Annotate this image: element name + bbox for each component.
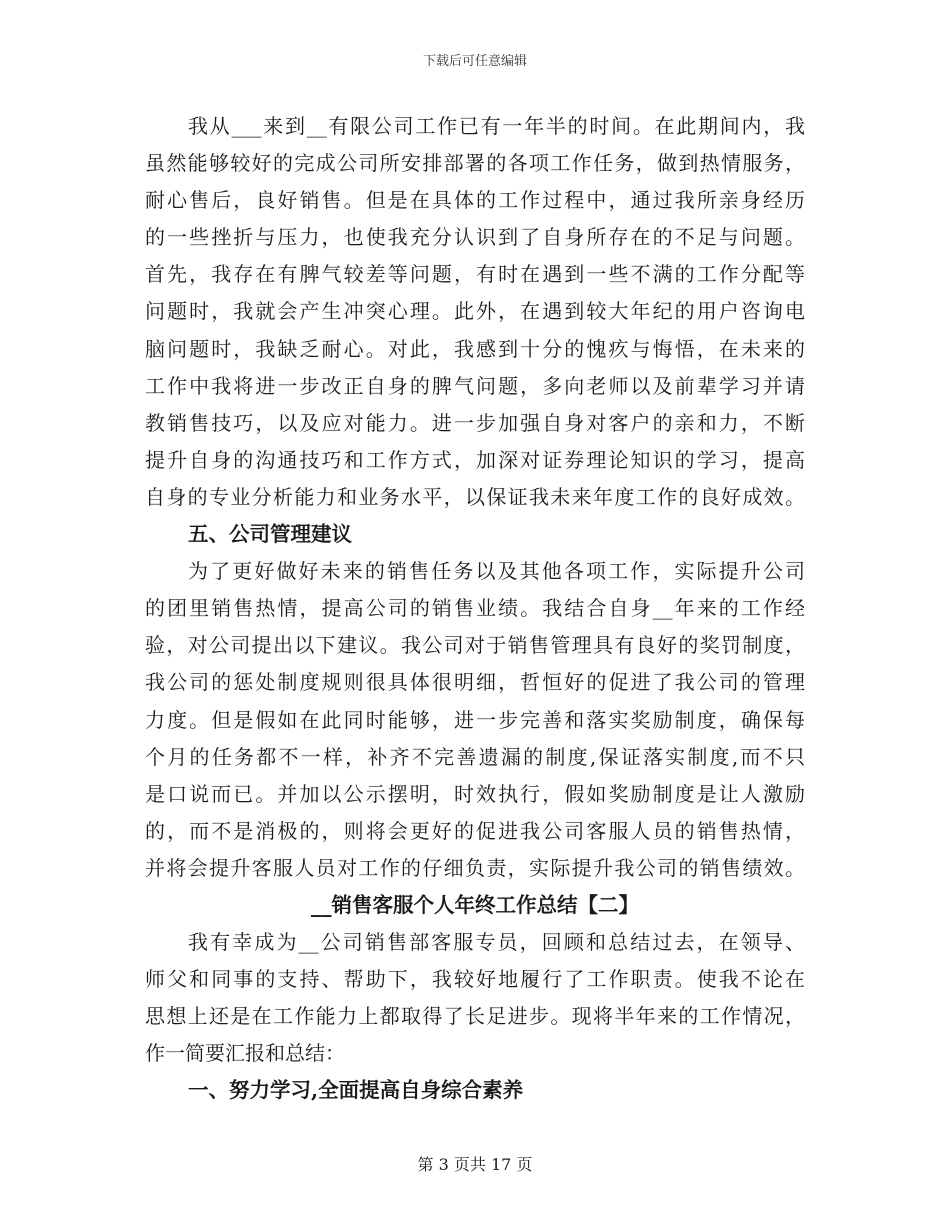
paragraph-line: 并将会提升客服人员对工作的仔细负责，实际提升我公司的销售绩效。	[145, 855, 805, 880]
paragraph-line: 首先，我存在有脾气较差等问题，有时在遇到一些不满的工作分配等	[145, 262, 805, 287]
paragraph-line: 个月的任务都不一样，补齐不完善遗漏的制度,保证落实制度,而不只	[145, 744, 805, 769]
paragraph-line: 虽然能够较好的完成公司所安排部署的各项工作任务，做到热情服务，	[145, 151, 805, 176]
part-two-title: __销售客服个人年终工作总结【二】	[311, 892, 639, 917]
paragraph-line: 力度。但是假如在此同时能够，进一步完善和落实奖励制度，确保每	[145, 707, 805, 732]
page-number-footer: 第 3 页共 17 页	[417, 1155, 533, 1174]
paragraph-line: 为了更好做好未来的销售任务以及其他各项工作，实际提升公司	[188, 559, 805, 584]
page-header-note: 下载后可任意编辑	[422, 54, 527, 69]
paragraph-self-assessment	[145, 108, 805, 516]
paragraph-line: 我从___来到__有限公司工作已有一年半的时间。在此期间内，我	[188, 114, 805, 138]
paragraph-line: 我有幸成为__公司销售部客服专员，回顾和总结过去，在领导、	[188, 930, 805, 955]
paragraph-management-suggestions	[145, 553, 805, 887]
document-body	[145, 108, 805, 1110]
paragraph-line: 脑问题时，我缺乏耐心。对此，我感到十分的愧疚与悔悟，在未来的	[145, 336, 805, 361]
paragraph-line: 作一简要汇报和总结：	[145, 1041, 345, 1066]
paragraph-line: 是口说而已。并加以公示摆明，时效执行，假如奖励制度是让人激励	[145, 781, 805, 806]
paragraph-line: 验，对公司提出以下建议。我公司对于销售管理具有良好的奖罚制度，	[145, 633, 805, 658]
section-heading-management-suggestions: 五、公司管理建议	[188, 522, 352, 547]
paragraph-line: 自身的专业分析能力和业务水平，以保证我未来年度工作的良好成效。	[145, 484, 805, 509]
paragraph-line: 我公司的惩处制度规则很具体很明细，哲恒好的促进了我公司的管理	[145, 670, 805, 695]
paragraph-line: 思想上还是在工作能力上都取得了长足进步。现将半年来的工作情况，	[145, 1004, 805, 1029]
section-heading-study: 一、努力学习,全面提高自身综合素养	[188, 1078, 524, 1103]
paragraph-line: 的团里销售热情，提高公司的销售业绩。我结合自身__年来的工作经	[145, 596, 805, 621]
paragraph-line: 的，而不是消极的，则将会更好的促进我公司客服人员的销售热情，	[145, 818, 805, 843]
paragraph-line: 的一些挫折与压力，也使我充分认识到了自身所存在的不足与问题。	[145, 225, 805, 250]
paragraph-line: 问题时，我就会产生冲突心理。此外，在遇到较大年纪的用户咨询电	[145, 299, 805, 324]
paragraph-line: 教销售技巧，以及应对能力。进一步加强自身对客户的亲和力，不断	[145, 410, 805, 435]
paragraph-line: 工作中我将进一步改正自身的脾气问题，多向老师以及前辈学习并请	[145, 373, 805, 398]
paragraph-line: 师父和同事的支持、帮助下，我较好地履行了工作职责。使我不论在	[145, 967, 805, 992]
paragraph-line: 提升自身的沟通技巧和工作方式，加深对证券理论知识的学习，提高	[145, 447, 805, 472]
paragraph-part-two-intro	[145, 924, 805, 1072]
paragraph-line: 耐心售后，良好销售。但是在具体的工作过程中，通过我所亲身经历	[145, 188, 805, 213]
